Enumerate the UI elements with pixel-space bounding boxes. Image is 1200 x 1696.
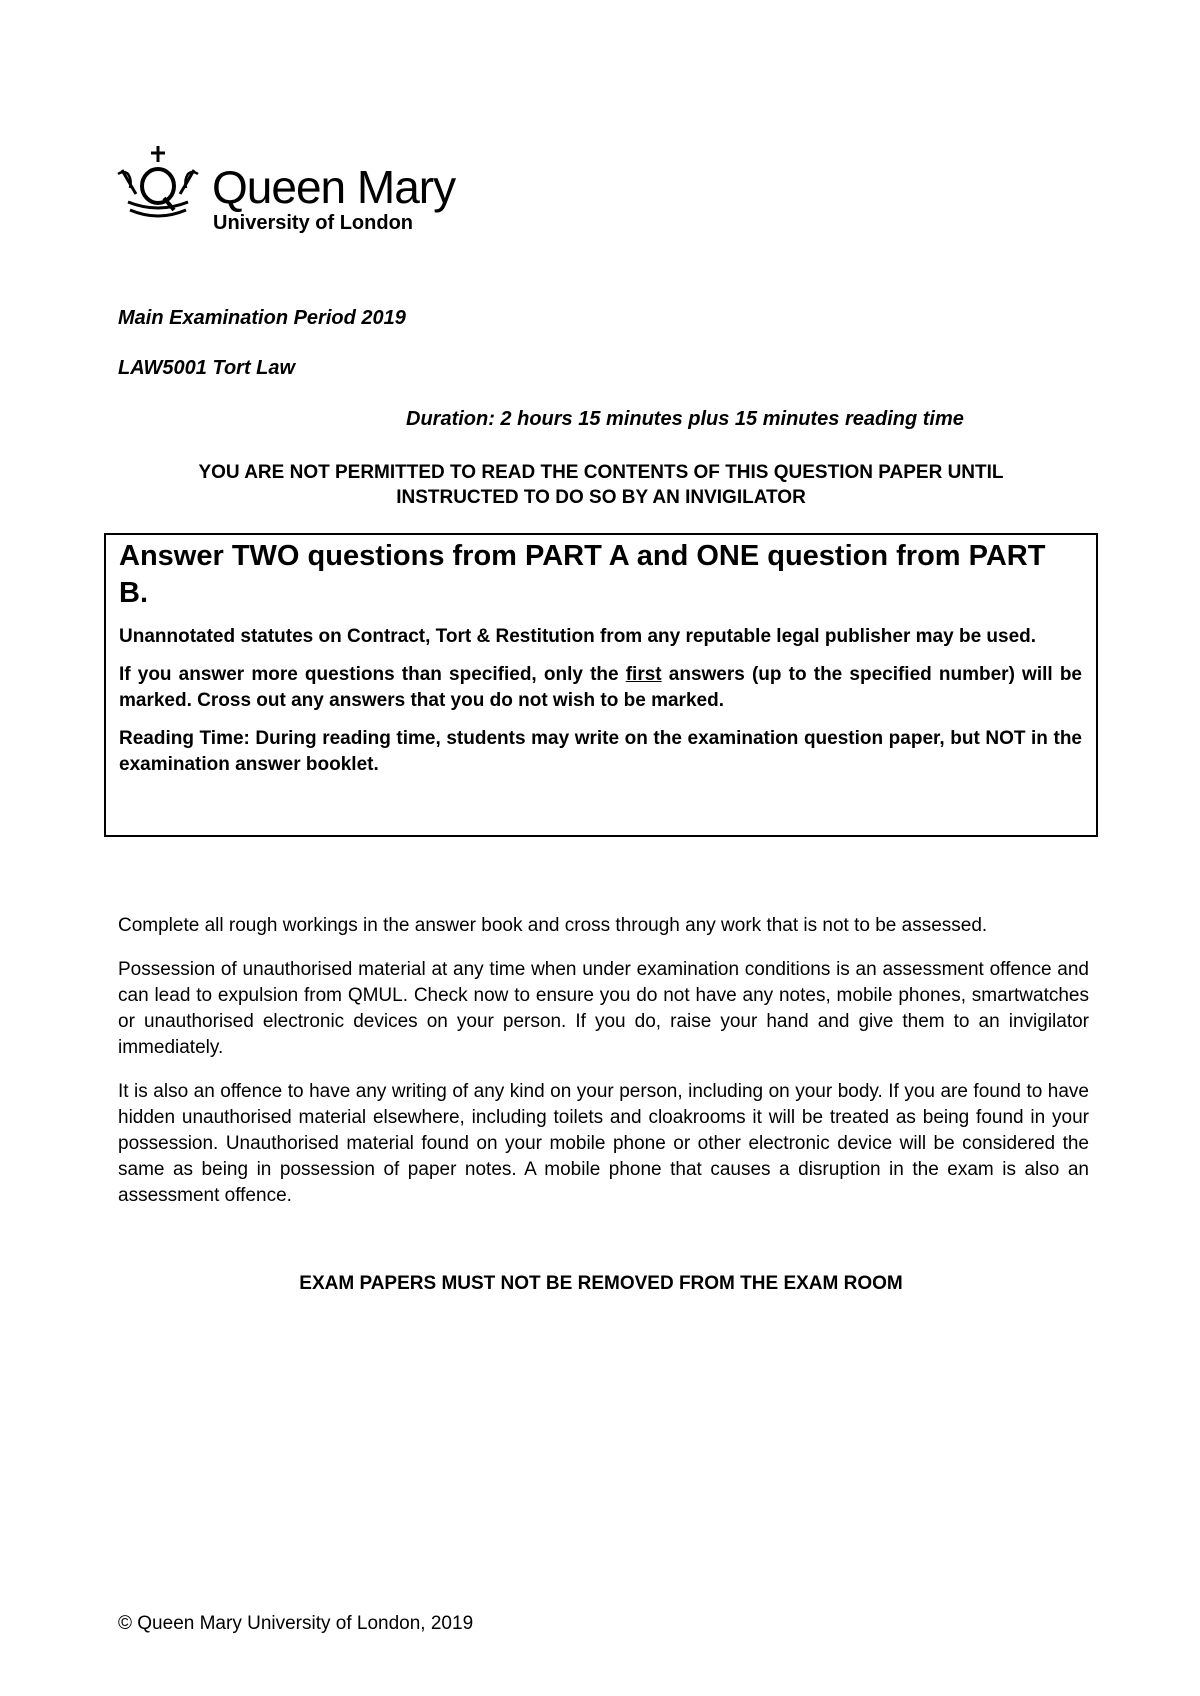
rough-workings-paragraph: Complete all rough workings in the answer book and cross through any work that is not to be assessed. xyxy=(118,915,988,936)
answer-instruction-heading: Answer TWO questions from PART A and ONE question from PART B. xyxy=(119,540,1046,609)
instructions-box xyxy=(104,533,1098,837)
extra-answers-text-start: If you answer more questions than specified, only the xyxy=(119,664,626,685)
reading-warning xyxy=(118,460,1084,510)
exam-duration: Duration: 2 hours 15 minutes plus 15 minutes reading time xyxy=(406,408,964,430)
removal-warning: EXAM PAPERS MUST NOT BE REMOVED FROM THE EXAM ROOM xyxy=(299,1273,903,1294)
reading-warning-line-1: YOU ARE NOT PERMITTED TO READ THE CONTENTS OF THIS QUESTION PAPER UNTIL xyxy=(198,462,1004,483)
offence-paragraph: It is also an offence to have any writing of any kind on your person, including on your body. If you are found to have hidden unauthorised material elsewhere, including toilets and cloakrooms it will be treated as being found in your possession. Unauthorised material found on your mobile phone or other electronic device will be considered the same as being in possession of paper notes. A mobile phone that causes a disruption in the exam is also an assessment offence. xyxy=(118,1081,1089,1206)
first-emphasis: first xyxy=(625,664,662,685)
course-title: LAW5001 Tort Law xyxy=(118,357,296,379)
extra-answers-note xyxy=(119,662,1082,714)
exam-period: Main Examination Period 2019 xyxy=(118,307,406,329)
copyright-notice: © Queen Mary University of London, 2019 xyxy=(118,1613,474,1634)
statutes-note: Unannotated statutes on Contract, Tort & Restitution from any reputable legal publisher may be used. xyxy=(119,626,1037,647)
reading-warning-line-2: INSTRUCTED TO DO SO BY AN INVIGILATOR xyxy=(396,487,806,508)
exam-rules xyxy=(118,913,1089,1227)
extra-answers-text-end: answers (up to the specified number) will be marked. Cross out any answers that you do not wish to be marked. xyxy=(119,664,1082,711)
logo-subtitle: University of London xyxy=(213,212,413,234)
possession-paragraph: Possession of unauthorised material at any time when under examination conditions is an assessment offence and can lead to expulsion from QMUL. Check now to ensure you do not have any notes, mobile phones, smartwatches or unauthorised electronic devices on your person. If you do, raise your hand and give them to an invigilator immediately. xyxy=(118,959,1089,1058)
crown-crest-icon xyxy=(116,144,200,228)
reading-time-note: Reading Time: During reading time, students may write on the examination question paper, but NOT in the examination answer booklet. xyxy=(119,728,1082,775)
university-logo xyxy=(116,144,456,234)
logo-wordmark: Queen Mary xyxy=(212,161,456,213)
